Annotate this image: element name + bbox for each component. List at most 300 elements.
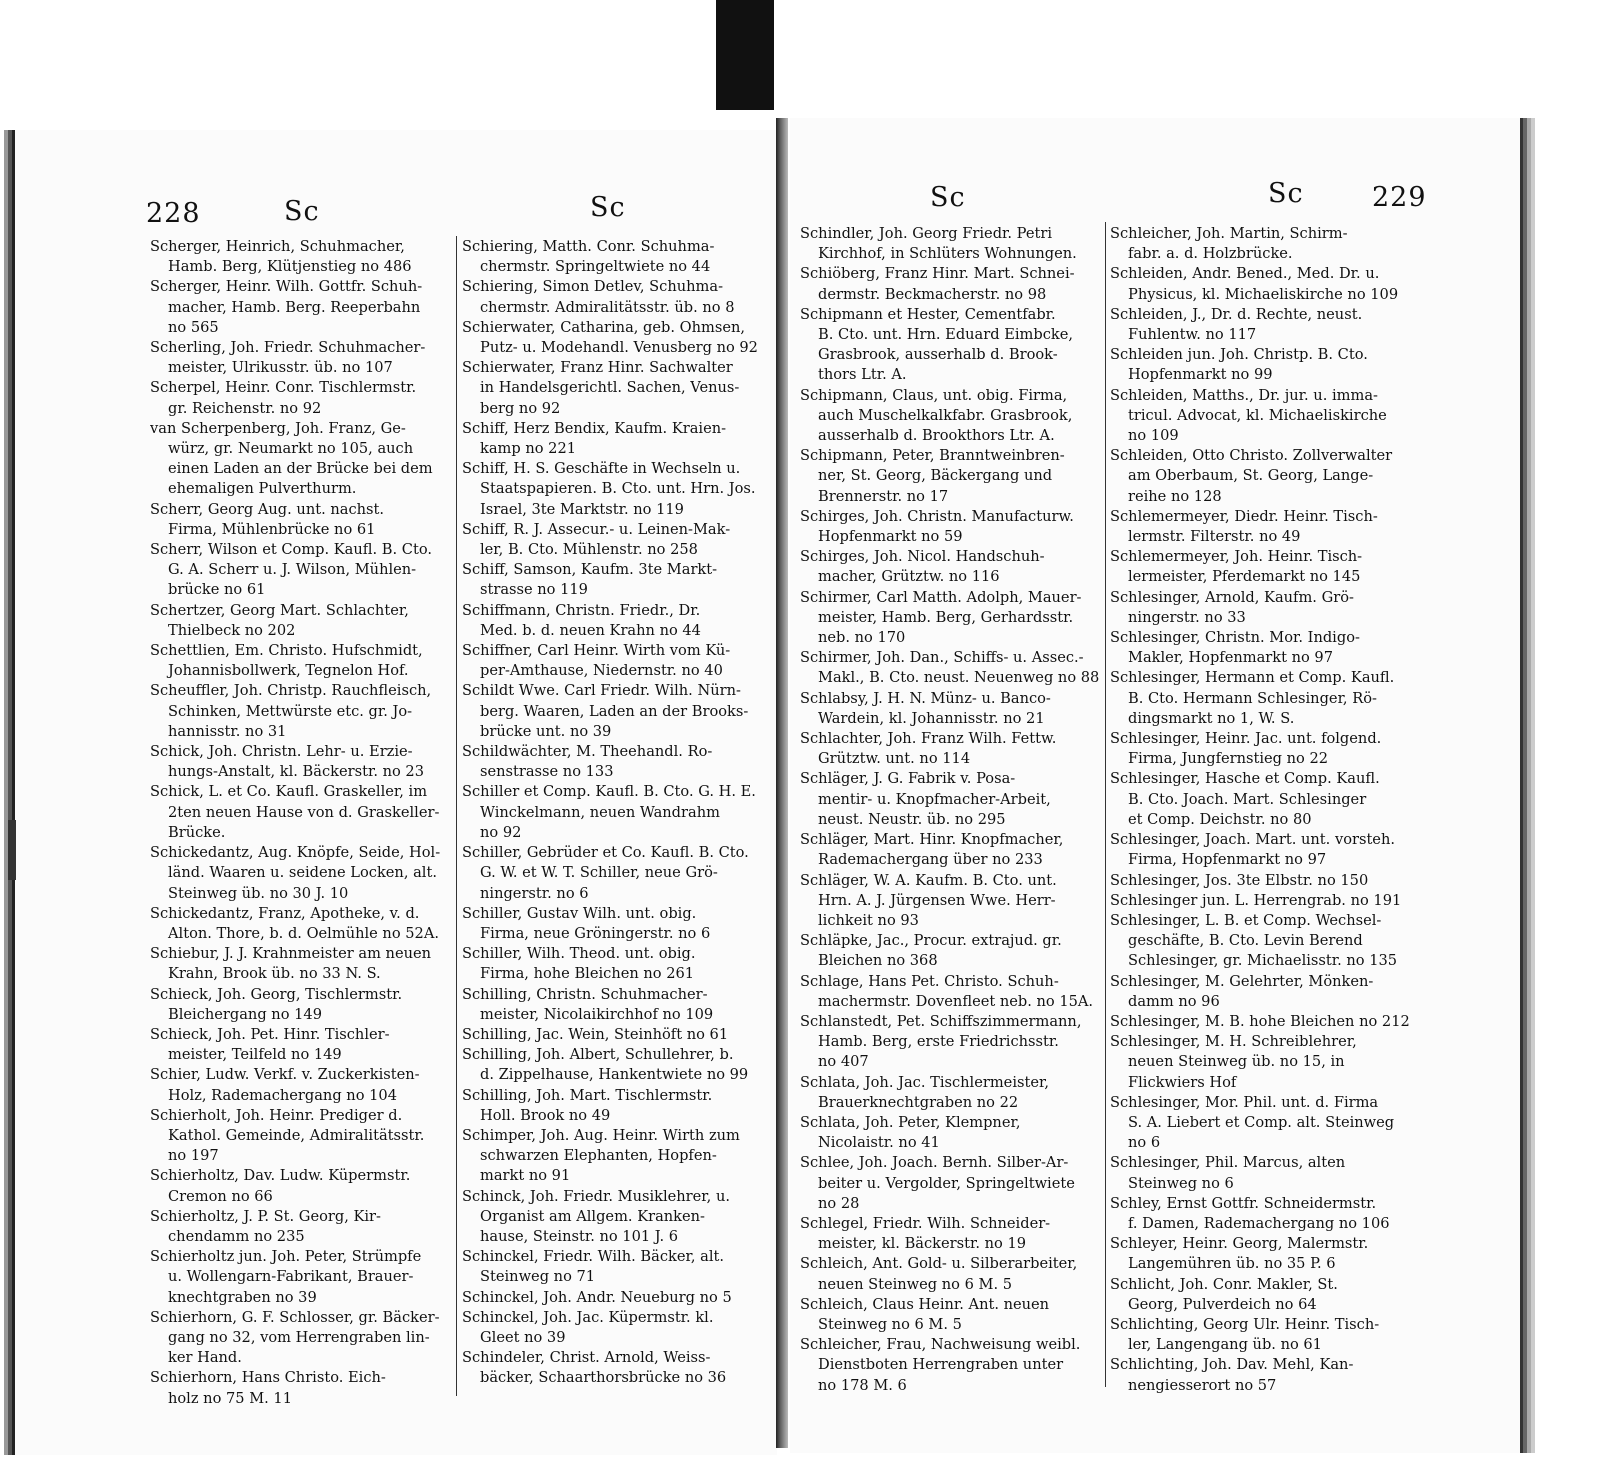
directory-entry: [800, 305, 1102, 386]
directory-entry: [1110, 446, 1410, 507]
entry-name-line: Schick, Joh. Christn. Lehr- u. Erzie-: [150, 743, 413, 761]
entry-continuation-line: hause, Steinstr. no 101 J. 6: [480, 1227, 679, 1245]
directory-entry: [462, 1086, 760, 1126]
directory-entry: [800, 386, 1102, 447]
entry-name-line: Schieck, Joh. Pet. Hinr. Tischler-: [150, 1025, 390, 1043]
entry-name-line: Schlesinger, Arnold, Kaufm. Grö-: [1110, 588, 1354, 606]
entry-name-line: Schley, Ernst Gottfr. Schneidermstr.: [1110, 1194, 1377, 1212]
entry-name-line: Schiller, Gustav Wilh. unt. obig.: [462, 904, 697, 922]
entry-name-line: Schipmann, Peter, Branntweinbren-: [800, 447, 1065, 465]
entry-name-line: Schirges, Joh. Nicol. Handschuh-: [800, 548, 1045, 566]
directory-entry: [150, 681, 450, 742]
entry-continuation-line: Schinken, Mettwürste etc. gr. Jo-: [168, 702, 413, 720]
entry-name-line: Schlichting, Joh. Dav. Mehl, Kan-: [1110, 1356, 1354, 1374]
entry-continuation-line: geschäfte, B. Cto. Levin Berend: [1128, 932, 1363, 950]
entry-continuation-line: f. Damen, Rademachergang no 106: [1128, 1214, 1390, 1232]
entry-continuation-line: Krahn, Brook üb. no 33 N. S.: [168, 965, 381, 983]
entry-name-line: Schiff, Samson, Kaufm. 3te Markt-: [462, 561, 718, 579]
entry-name-line: Schlesinger, M. Gelehrter, Mönken-: [1110, 972, 1374, 990]
directory-entry: [1110, 668, 1410, 729]
entry-name-line: Schierholtz jun. Joh. Peter, Strümpfe: [150, 1248, 422, 1266]
entry-continuation-line: Israel, 3te Marktstr. no 119: [480, 500, 684, 518]
entry-name-line: Schleiden jun. Joh. Christp. B. Cto.: [1110, 346, 1368, 364]
directory-entry: [1110, 830, 1410, 870]
entry-continuation-line: lermstr. Filterstr. no 49: [1128, 528, 1301, 546]
directory-entry: [800, 830, 1102, 870]
entry-continuation-line: neb. no 170: [818, 629, 906, 647]
directory-entry: [800, 972, 1102, 1012]
entry-continuation-line: Makl., B. Cto. neust. Neuenweg no 88: [818, 669, 1100, 687]
directory-entry: [150, 1308, 450, 1369]
entry-continuation-line: markt no 91: [480, 1167, 571, 1185]
entry-name-line: Schlegel, Friedr. Wilh. Schneider-: [800, 1214, 1051, 1232]
entry-continuation-line: Hopfenmarkt no 99: [1128, 366, 1273, 384]
entry-continuation-line: meister, Teilfeld no 149: [168, 1046, 342, 1064]
directory-entry: [800, 264, 1102, 304]
entry-name-line: Schinckel, Joh. Jac. Küpermstr. kl.: [462, 1308, 714, 1326]
entry-name-line: Schiff, R. J. Assecur.- u. Leinen-Mak-: [462, 520, 731, 538]
directory-entry: [150, 1247, 450, 1308]
entry-continuation-line: Steinweg üb. no 30 J. 10: [168, 884, 349, 902]
directory-entry: [462, 1308, 760, 1348]
entry-name-line: Schierhorn, Hans Christo. Eich-: [150, 1369, 386, 1387]
entry-name-line: Schlicht, Joh. Conr. Makler, St.: [1110, 1275, 1338, 1293]
directory-entry: [1110, 628, 1410, 668]
entry-name-line: Schlesinger jun. L. Herrengrab. no 191: [1110, 891, 1402, 909]
directory-entry: [462, 318, 760, 358]
entry-continuation-line: lichkeit no 93: [818, 911, 919, 929]
entry-continuation-line: berg no 92: [480, 399, 561, 417]
directory-entry: [462, 560, 760, 600]
entry-continuation-line: G. A. Scherr u. J. Wilson, Mühlen-: [168, 561, 417, 579]
entry-continuation-line: meister, Ulrikusstr. üb. no 107: [168, 359, 393, 377]
entry-continuation-line: Makler, Hopfenmarkt no 97: [1128, 649, 1333, 667]
entry-continuation-line: dingsmarkt no 1, W. S.: [1128, 709, 1295, 727]
entry-continuation-line: no 407: [818, 1053, 869, 1071]
entry-continuation-line: neuen Steinweg üb. no 15, in: [1128, 1053, 1345, 1071]
entry-continuation-line: fabr. a. d. Holzbrücke.: [1128, 245, 1293, 263]
entry-continuation-line: Schlesinger, gr. Michaelisstr. no 135: [1128, 952, 1398, 970]
entry-name-line: Schiffner, Carl Heinr. Wirth vom Kü-: [462, 642, 731, 660]
entry-name-line: Schindeler, Christ. Arnold, Weiss-: [462, 1349, 711, 1367]
entry-continuation-line: mentir- u. Knopfmacher-Arbeit,: [818, 790, 1051, 808]
entry-continuation-line: Nicolaistr. no 41: [818, 1134, 940, 1152]
entry-continuation-line: S. A. Liebert et Comp. alt. Steinweg: [1128, 1113, 1395, 1131]
entry-continuation-line: beiter u. Vergolder, Springeltwiete: [818, 1174, 1075, 1192]
entry-name-line: Schertzer, Georg Mart. Schlachter,: [150, 601, 409, 619]
right-page-number: 229: [1372, 182, 1427, 213]
directory-entry: [462, 641, 760, 681]
entry-continuation-line: reihe no 128: [1128, 487, 1222, 505]
directory-entry: [462, 1045, 760, 1085]
directory-entry: [150, 1368, 450, 1408]
entry-name-line: Schläger, J. G. Fabrik v. Posa-: [800, 770, 1016, 788]
directory-entry: [462, 1288, 760, 1308]
entry-name-line: Schlata, Joh. Jac. Tischlermeister,: [800, 1073, 1049, 1091]
directory-entry: [1110, 911, 1410, 972]
directory-entry: [462, 237, 760, 277]
entry-continuation-line: Steinweg no 6: [1128, 1174, 1234, 1192]
entry-continuation-line: et Comp. Deichstr. no 80: [1128, 810, 1312, 828]
directory-entry: [150, 277, 450, 338]
entry-name-line: Schirges, Joh. Christn. Manufacturw.: [800, 507, 1074, 525]
directory-entry: [150, 641, 450, 681]
entry-continuation-line: Johannisbollwerk, Tegnelon Hof.: [168, 662, 409, 680]
entry-name-line: Schierholtz, J. P. St. Georg, Kir-: [150, 1207, 381, 1225]
right-running-head-1: Sc: [930, 182, 966, 213]
entry-continuation-line: am Oberbaum, St. Georg, Lange-: [1128, 467, 1374, 485]
entry-name-line: Schiering, Matth. Conr. Schuhma-: [462, 238, 715, 255]
entry-continuation-line: gr. Reichenstr. no 92: [168, 399, 322, 417]
directory-entry: [462, 742, 760, 782]
entry-continuation-line: Kirchhof, in Schlüters Wohnungen.: [818, 245, 1077, 263]
entry-name-line: Schinckel, Joh. Andr. Neueburg no 5: [462, 1288, 732, 1306]
entry-continuation-line: no 178 M. 6: [818, 1376, 907, 1394]
entry-name-line: Schlichting, Georg Ulr. Heinr. Tisch-: [1110, 1315, 1380, 1333]
entry-name-line: Scherr, Georg Aug. unt. nachst.: [150, 500, 385, 518]
entry-continuation-line: meister, Hamb. Berg, Gerhardsstr.: [818, 608, 1074, 626]
directory-entry: [150, 782, 450, 843]
entry-continuation-line: knechtgraben no 39: [168, 1288, 317, 1306]
entry-name-line: Schiller, Gebrüder et Co. Kaufl. B. Cto.: [462, 844, 749, 862]
entry-continuation-line: Fuhlentw. no 117: [1128, 326, 1257, 344]
entry-name-line: Scheuffler, Joh. Christp. Rauchfleisch,: [150, 682, 432, 700]
entry-continuation-line: brücke unt. no 39: [480, 722, 612, 740]
entry-name-line: Schiering, Simon Detlev, Schuhma-: [462, 278, 723, 296]
entry-name-line: Schilling, Joh. Albert, Schullehrer, b.: [462, 1046, 734, 1064]
entry-continuation-line: bäcker, Schaarthorsbrücke no 36: [480, 1369, 727, 1387]
entry-name-line: Schlabsy, J. H. N. Münz- u. Banco-: [800, 689, 1051, 707]
entry-name-line: Schickedantz, Aug. Knöpfe, Seide, Hol-: [150, 844, 441, 862]
directory-entry: [150, 985, 450, 1025]
entry-continuation-line: no 109: [1128, 427, 1179, 445]
directory-entry: [800, 547, 1102, 587]
entry-continuation-line: ler, B. Cto. Mühlenstr. no 258: [480, 541, 698, 559]
entry-continuation-line: Firma, Mühlenbrücke no 61: [168, 520, 376, 538]
directory-entry: [150, 419, 450, 500]
directory-column-2: [462, 237, 760, 1389]
entry-name-line: Schindler, Joh. Georg Friedr. Petri: [800, 225, 1052, 242]
directory-entry: [150, 1065, 450, 1105]
entry-name-line: Schieck, Joh. Georg, Tischlermstr.: [150, 985, 403, 1003]
directory-entry: [150, 944, 450, 984]
entry-continuation-line: macher, Hamb. Berg. Reeperbahn: [168, 298, 421, 316]
entry-continuation-line: brücke no 61: [168, 581, 266, 599]
directory-entry: [150, 237, 450, 277]
directory-entry: [1110, 769, 1410, 830]
entry-name-line: Schilling, Jac. Wein, Steinhöft no 61: [462, 1025, 729, 1043]
entry-name-line: Schleiden, J., Dr. d. Rechte, neust.: [1110, 305, 1363, 323]
entry-name-line: Schleyer, Heinr. Georg, Malermstr.: [1110, 1235, 1369, 1253]
directory-entry: [800, 1073, 1102, 1113]
entry-name-line: Schiller, Wilh. Theod. unt. obig.: [462, 945, 696, 963]
directory-entry: [462, 1187, 760, 1248]
directory-entry: [800, 507, 1102, 547]
entry-name-line: Schleicher, Joh. Martin, Schirm-: [1110, 225, 1348, 242]
entry-name-line: Schlage, Hans Pet. Christo. Schuh-: [800, 972, 1059, 990]
entry-continuation-line: Grasbrook, ausserhalb d. Brook-: [818, 346, 1058, 364]
entry-name-line: Schiff, Herz Bendix, Kaufm. Kraien-: [462, 419, 727, 437]
directory-entry: [800, 1335, 1102, 1396]
directory-entry: [150, 601, 450, 641]
entry-continuation-line: neust. Neustr. üb. no 295: [818, 810, 1006, 828]
entry-name-line: Schierhorn, G. F. Schlosser, gr. Bäcker-: [150, 1308, 440, 1326]
entry-continuation-line: Steinweg no 71: [480, 1268, 596, 1286]
directory-entry: [800, 588, 1102, 649]
entry-name-line: Schiffmann, Christn. Friedr., Dr.: [462, 601, 701, 619]
entry-continuation-line: neuen Steinweg no 6 M. 5: [818, 1275, 1013, 1293]
directory-entry: [462, 985, 760, 1025]
directory-entry: [462, 520, 760, 560]
directory-entry: [462, 1348, 760, 1388]
directory-entry: [1110, 224, 1410, 264]
directory-entry: [800, 931, 1102, 971]
directory-entry: [800, 689, 1102, 729]
entry-name-line: Schlesinger, Jos. 3te Elbstr. no 150: [1110, 871, 1369, 889]
directory-entry: [800, 1113, 1102, 1153]
entry-continuation-line: nengiesserort no 57: [1128, 1376, 1277, 1394]
entry-continuation-line: u. Wollengarn-Fabrikant, Brauer-: [168, 1268, 414, 1286]
directory-entry: [1110, 305, 1410, 345]
directory-entry: [1110, 345, 1410, 385]
left-running-head-2: Sc: [590, 192, 626, 223]
entry-name-line: Schiöberg, Franz Hinr. Mart. Schnei-: [800, 265, 1075, 283]
entry-name-line: Schläger, W. A. Kaufm. B. Cto. unt.: [800, 871, 1057, 889]
directory-entry: [1110, 1012, 1410, 1032]
directory-entry: [150, 742, 450, 782]
directory-entry: [1110, 547, 1410, 587]
entry-continuation-line: Hrn. A. J. Jürgensen Wwe. Herr-: [818, 891, 1056, 909]
entry-continuation-line: 2ten neuen Hause von d. Graskeller-: [168, 803, 440, 821]
entry-continuation-line: Thielbeck no 202: [168, 621, 296, 639]
entry-continuation-line: ningerstr. no 33: [1128, 608, 1246, 626]
entry-name-line: Schlesinger, Heinr. Jac. unt. folgend.: [1110, 730, 1382, 748]
entry-continuation-line: hungs-Anstalt, kl. Bäckerstr. no 23: [168, 763, 425, 781]
entry-name-line: Schildwächter, M. Theehandl. Ro-: [462, 743, 713, 761]
entry-continuation-line: Hamb. Berg, erste Friedrichsstr.: [818, 1033, 1059, 1051]
entry-continuation-line: würz, gr. Neumarkt no 105, auch: [168, 440, 414, 458]
entry-name-line: Schlesinger, L. B. et Comp. Wechsel-: [1110, 911, 1382, 929]
entry-continuation-line: holz no 75 M. 11: [168, 1389, 293, 1407]
directory-entry: [462, 944, 760, 984]
entry-continuation-line: Firma, neue Gröningerstr. no 6: [480, 924, 711, 942]
entry-name-line: Scherpel, Heinr. Conr. Tischlermstr.: [150, 379, 417, 397]
entry-continuation-line: chendamm no 235: [168, 1227, 305, 1245]
entry-continuation-line: tricul. Advocat, kl. Michaeliskirche: [1128, 406, 1387, 424]
entry-continuation-line: meister, Nicolaikirchhof no 109: [480, 1005, 714, 1023]
directory-entry: [1110, 1315, 1410, 1355]
entry-continuation-line: kamp no 221: [480, 440, 577, 458]
entry-name-line: Schlesinger, Joach. Mart. unt. vorsteh.: [1110, 831, 1395, 849]
entry-continuation-line: Steinweg no 6 M. 5: [818, 1315, 962, 1333]
entry-continuation-line: Kathol. Gemeinde, Admiralitätsstr.: [168, 1126, 425, 1144]
directory-entry: [462, 1126, 760, 1187]
entry-name-line: Schiff, H. S. Geschäfte in Wechseln u.: [462, 460, 741, 478]
directory-entry: [800, 224, 1102, 264]
directory-entry: [150, 500, 450, 540]
directory-entry: [150, 904, 450, 944]
entry-continuation-line: auch Muschelkalkfabr. Grasbrook,: [818, 406, 1073, 424]
entry-continuation-line: damm no 96: [1128, 992, 1220, 1010]
entry-name-line: Schlanstedt, Pet. Schiffszimmermann,: [800, 1012, 1082, 1030]
page-edge-mark: [8, 820, 16, 880]
directory-entry: [1110, 1275, 1410, 1315]
directory-entry: [800, 1214, 1102, 1254]
directory-entry: [462, 843, 760, 904]
entry-continuation-line: thors Ltr. A.: [818, 366, 907, 384]
directory-entry: [1110, 1194, 1410, 1234]
entry-name-line: Schleicher, Frau, Nachweisung weibl.: [800, 1336, 1081, 1354]
entry-continuation-line: Staatspapieren. B. Cto. unt. Hrn. Jos.: [480, 480, 756, 498]
entry-continuation-line: Grütztw. unt. no 114: [818, 750, 971, 768]
directory-entry: [462, 601, 760, 641]
entry-continuation-line: ehemaligen Pulverthurm.: [168, 480, 357, 498]
entry-name-line: Schierwater, Catharina, geb. Ohmsen,: [462, 318, 746, 336]
entry-continuation-line: G. W. et W. T. Schiller, neue Grö-: [480, 864, 718, 882]
directory-entry: [462, 358, 760, 419]
entry-name-line: Schleich, Claus Heinr. Ant. neuen: [800, 1295, 1050, 1313]
directory-entry: [800, 1295, 1102, 1335]
entry-name-line: Scherger, Heinr. Wilh. Gottfr. Schuh-: [150, 278, 423, 296]
entry-name-line: Schlesinger, Hasche et Comp. Kaufl.: [1110, 770, 1380, 788]
entry-continuation-line: no 197: [168, 1147, 219, 1165]
entry-continuation-line: chermstr. Springeltwiete no 44: [480, 258, 711, 276]
entry-name-line: Schettlien, Em. Christo. Hufschmidt,: [150, 642, 423, 660]
entry-name-line: Schipmann et Hester, Cementfabr.: [800, 305, 1056, 323]
entry-continuation-line: Holl. Brook no 49: [480, 1106, 611, 1124]
entry-name-line: Schier, Ludw. Verkf. v. Zuckerkisten-: [150, 1066, 420, 1084]
entry-name-line: Schilling, Joh. Mart. Tischlermstr.: [462, 1086, 713, 1104]
left-page-number: 228: [146, 198, 201, 229]
directory-entry: [462, 681, 760, 742]
directory-entry: [1110, 729, 1410, 769]
entry-continuation-line: schwarzen Elephanten, Hopfen-: [480, 1147, 717, 1165]
directory-entry: [800, 769, 1102, 830]
directory-entry: [800, 729, 1102, 769]
entry-continuation-line: Brauerknechtgraben no 22: [818, 1093, 1019, 1111]
entry-continuation-line: ner, St. Georg, Bäckergang und: [818, 467, 1053, 485]
entry-name-line: Schlemermeyer, Joh. Heinr. Tisch-: [1110, 548, 1363, 566]
entry-continuation-line: Dienstboten Herrengraben unter: [818, 1356, 1064, 1374]
entry-name-line: Schipmann, Claus, unt. obig. Firma,: [800, 386, 1068, 404]
entry-continuation-line: ker Hand.: [168, 1349, 242, 1367]
entry-continuation-line: B. Cto. Hermann Schlesinger, Rö-: [1128, 689, 1377, 707]
entry-continuation-line: Winckelmann, neuen Wandrahm: [480, 803, 720, 821]
entry-continuation-line: Physicus, kl. Michaeliskirche no 109: [1128, 285, 1399, 303]
entry-continuation-line: d. Zippelhause, Hankentwiete no 99: [480, 1066, 749, 1084]
directory-entry: [800, 1012, 1102, 1073]
entry-continuation-line: Wardein, kl. Johannisstr. no 21: [818, 709, 1045, 727]
directory-entry: [150, 843, 450, 904]
entry-name-line: Schläpke, Jac., Procur. extrajud. gr.: [800, 932, 1062, 950]
entry-continuation-line: Flickwiers Hof: [1128, 1073, 1237, 1091]
directory-entry: [462, 904, 760, 944]
entry-continuation-line: dermstr. Beckmacherstr. no 98: [818, 285, 1047, 303]
entry-continuation-line: berg. Waaren, Laden an der Brooks-: [480, 702, 749, 720]
entry-continuation-line: strasse no 119: [480, 581, 588, 599]
entry-continuation-line: no 92: [480, 823, 522, 841]
entry-continuation-line: Med. b. d. neuen Krahn no 44: [480, 621, 701, 639]
directory-entry: [800, 446, 1102, 507]
directory-column-3: [800, 224, 1102, 1396]
entry-name-line: Schlesinger, Phil. Marcus, alten: [1110, 1154, 1346, 1172]
entry-continuation-line: Alton. Thore, b. d. Oelmühle no 52A.: [168, 924, 440, 942]
entry-name-line: Schlesinger, Mor. Phil. unt. d. Firma: [1110, 1093, 1379, 1111]
spine-shadow: [716, 0, 774, 110]
directory-entry: [1110, 1032, 1410, 1093]
directory-entry: [1110, 871, 1410, 891]
entry-continuation-line: Hopfenmarkt no 59: [818, 528, 963, 546]
entry-name-line: Schiller et Comp. Kaufl. B. Cto. G. H. E.: [462, 783, 756, 801]
column-divider-right: [1105, 222, 1106, 1387]
entry-name-line: Schinck, Joh. Friedr. Musiklehrer, u.: [462, 1187, 730, 1205]
entry-continuation-line: Cremon no 66: [168, 1187, 273, 1205]
entry-continuation-line: hannisstr. no 31: [168, 722, 287, 740]
entry-name-line: Scherger, Heinrich, Schuhmacher,: [150, 238, 405, 255]
entry-name-line: van Scherpenberg, Joh. Franz, Ge-: [150, 419, 406, 437]
entry-continuation-line: einen Laden an der Brücke bei dem: [168, 460, 433, 478]
directory-column-4: [1110, 224, 1410, 1396]
entry-continuation-line: macher, Grütztw. no 116: [818, 568, 1000, 586]
entry-name-line: Schlachter, Joh. Franz Wilh. Fettw.: [800, 730, 1057, 748]
directory-entry: [150, 1106, 450, 1167]
directory-entry: [462, 782, 760, 843]
entry-name-line: Schleich, Ant. Gold- u. Silberarbeiter,: [800, 1255, 1078, 1273]
entry-name-line: Scherr, Wilson et Comp. Kaufl. B. Cto.: [150, 541, 432, 559]
directory-entry: [1110, 386, 1410, 447]
directory-entry: [800, 871, 1102, 932]
entry-continuation-line: machermstr. Dovenfleet neb. no 15A.: [818, 992, 1094, 1010]
entry-continuation-line: ausserhalb d. Brookthors Ltr. A.: [818, 427, 1055, 445]
entry-name-line: Schlesinger, M. B. hohe Bleichen no 212: [1110, 1012, 1410, 1030]
directory-entry: [1110, 1153, 1410, 1193]
directory-entry: [150, 1166, 450, 1206]
entry-continuation-line: no 565: [168, 318, 219, 336]
entry-name-line: Schierholt, Joh. Heinr. Prediger d.: [150, 1106, 403, 1124]
directory-entry: [1110, 1355, 1410, 1395]
entry-name-line: Schimper, Joh. Aug. Heinr. Wirth zum: [462, 1126, 740, 1144]
entry-continuation-line: Brennerstr. no 17: [818, 487, 949, 505]
entry-continuation-line: no 28: [818, 1194, 860, 1212]
entry-name-line: Schirmer, Joh. Dan., Schiffs- u. Assec.-: [800, 649, 1084, 667]
entry-continuation-line: lermeister, Pferdemarkt no 145: [1128, 568, 1361, 586]
book-gutter: [776, 118, 788, 1448]
directory-entry: [1110, 588, 1410, 628]
entry-continuation-line: Langemühren üb. no 35 P. 6: [1128, 1255, 1336, 1273]
entry-name-line: Schlesinger, Hermann et Comp. Kaufl.: [1110, 669, 1395, 687]
directory-entry: [1110, 264, 1410, 304]
entry-name-line: Schlee, Joh. Joach. Bernh. Silber-Ar-: [800, 1154, 1069, 1172]
entry-continuation-line: Bleichen no 368: [818, 952, 938, 970]
entry-name-line: Schleiden, Matths., Dr. jur. u. imma-: [1110, 386, 1378, 404]
entry-name-line: Schierwater, Franz Hinr. Sachwalter: [462, 359, 733, 377]
entry-continuation-line: Firma, Jungfernstieg no 22: [1128, 750, 1329, 768]
directory-entry: [800, 648, 1102, 688]
entry-continuation-line: Brücke.: [168, 823, 226, 841]
entry-name-line: Schierholtz, Dav. Ludw. Küpermstr.: [150, 1167, 411, 1185]
entry-continuation-line: Gleet no 39: [480, 1328, 566, 1346]
directory-entry: [462, 459, 760, 520]
entry-continuation-line: Organist am Allgem. Kranken-: [480, 1207, 705, 1225]
directory-entry: [1110, 507, 1410, 547]
directory-entry: [462, 277, 760, 317]
entry-continuation-line: Rademachergang über no 233: [818, 851, 1043, 869]
directory-entry: [150, 1025, 450, 1065]
directory-column-1: [150, 237, 450, 1409]
directory-entry: [462, 1025, 760, 1045]
entry-continuation-line: Holz, Rademachergang no 104: [168, 1086, 397, 1104]
directory-entry: [1110, 1234, 1410, 1274]
